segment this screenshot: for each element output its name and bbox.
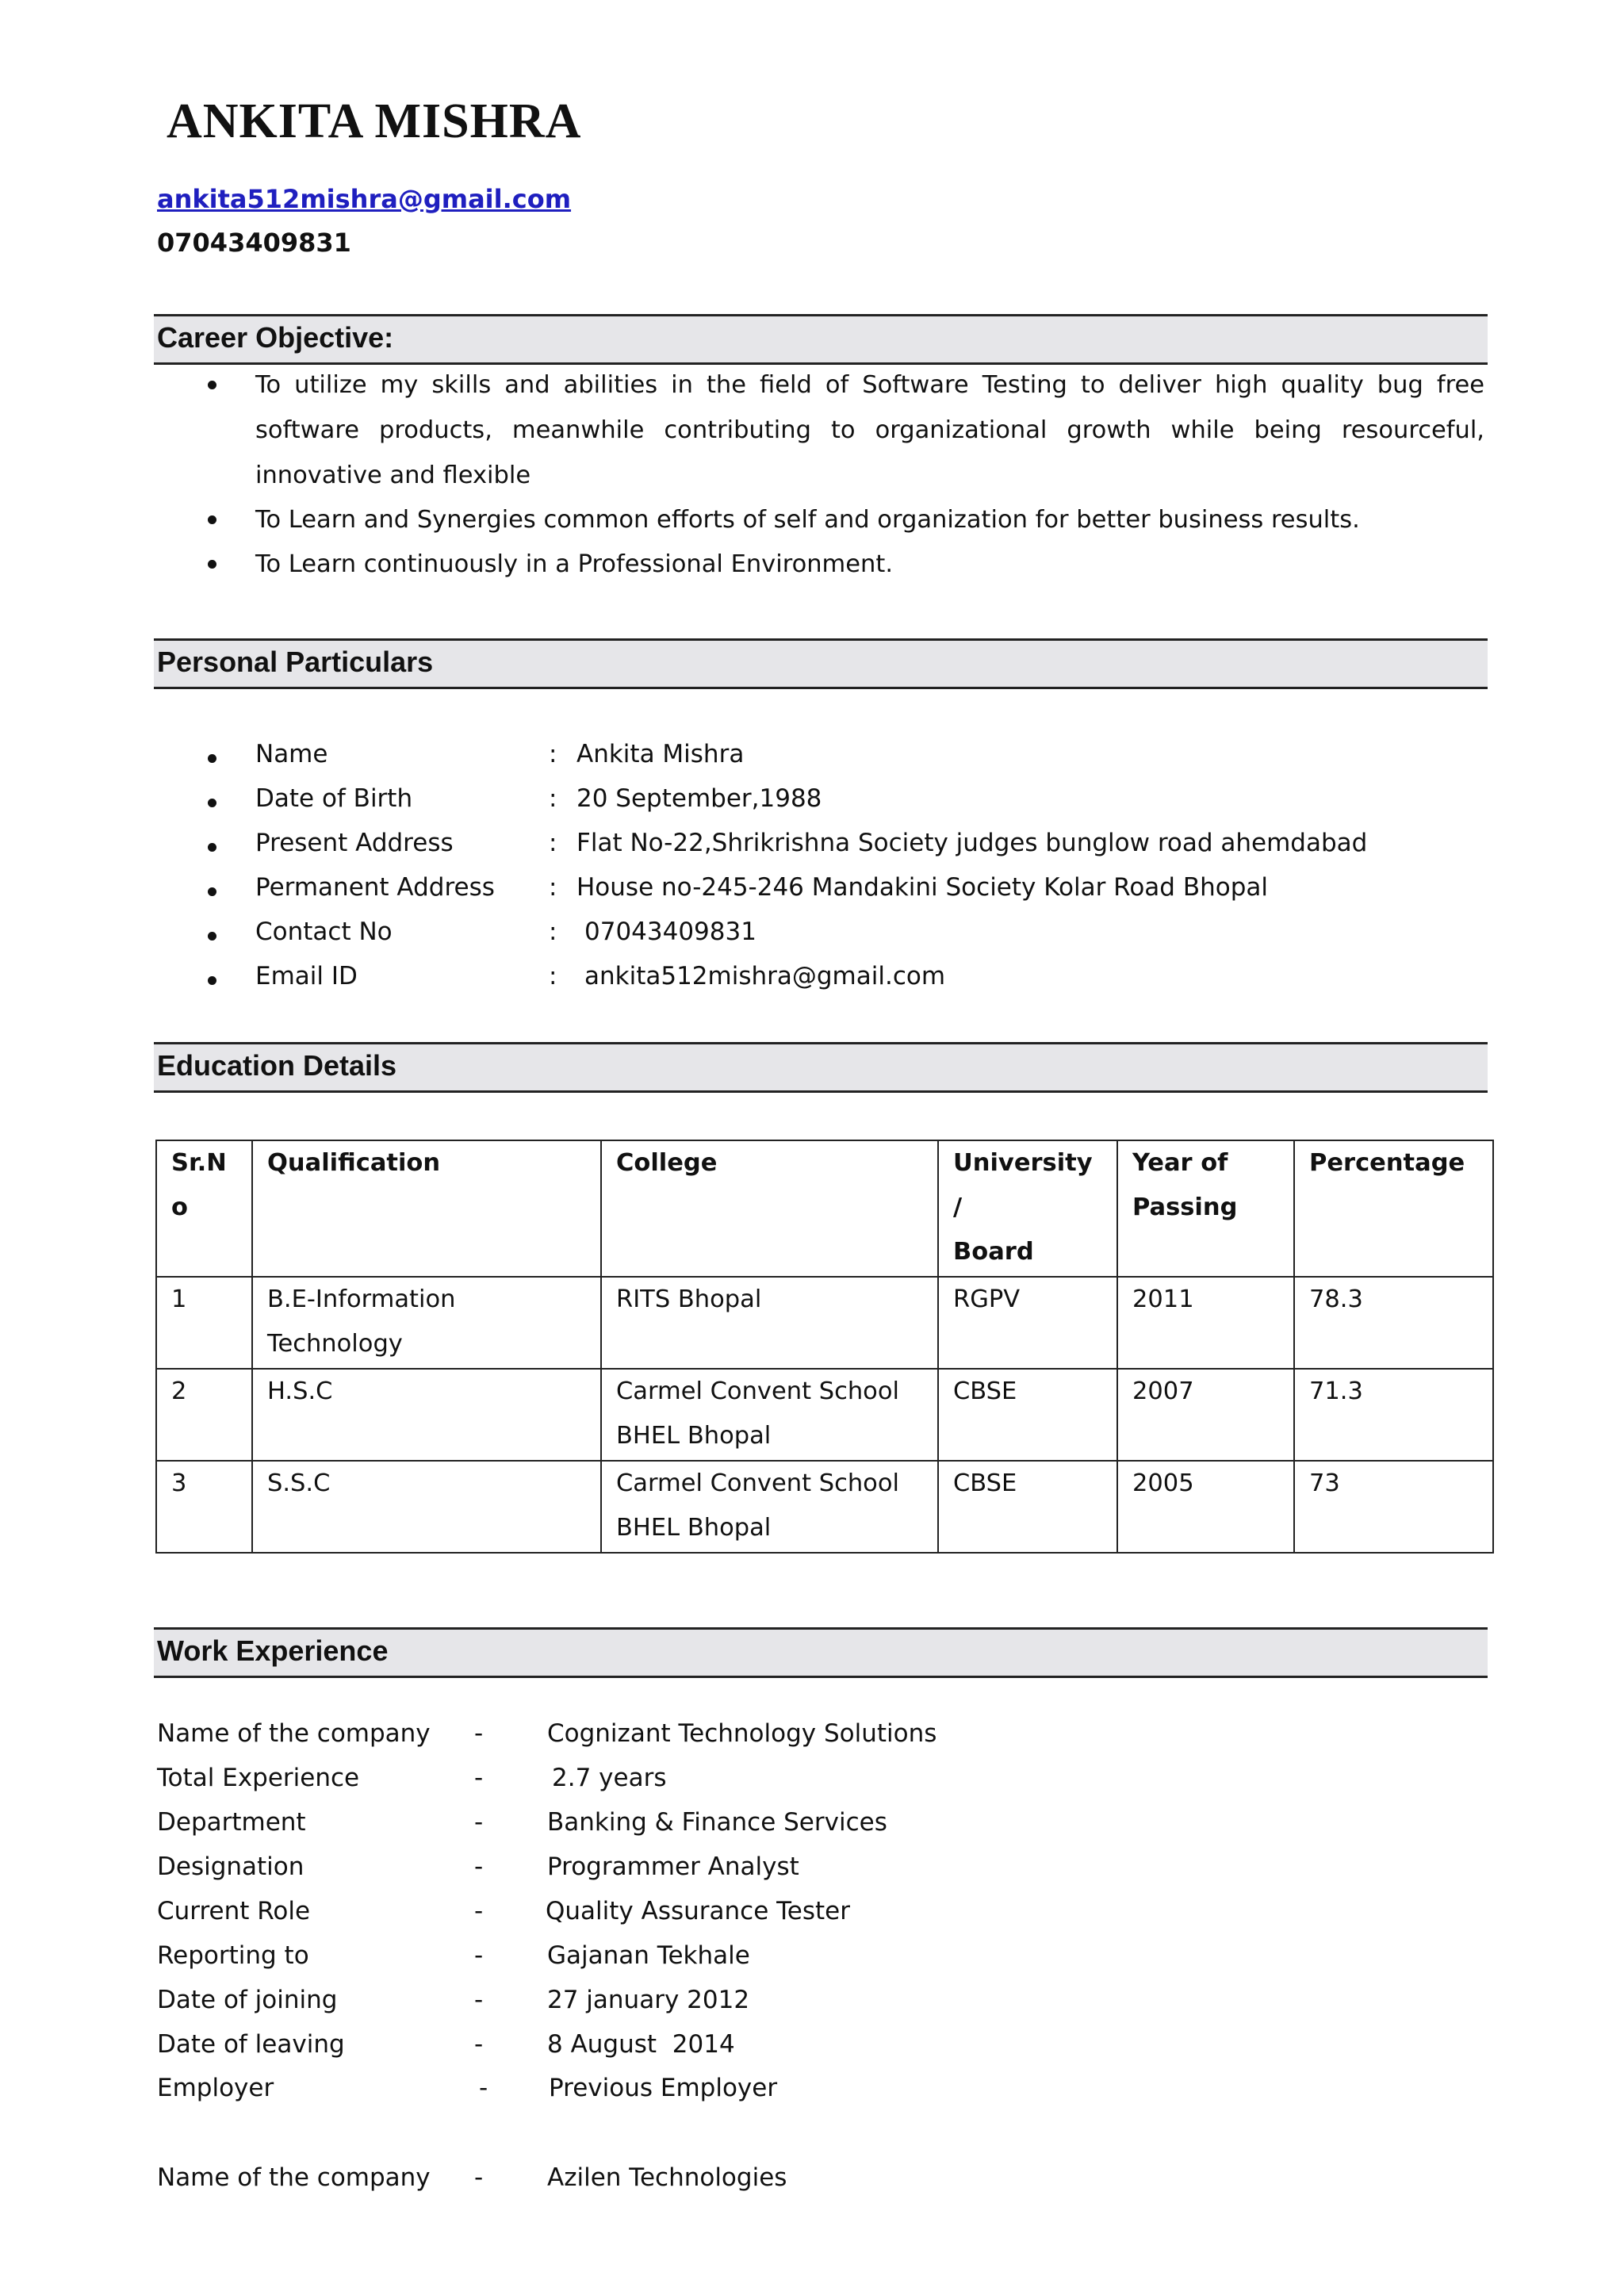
we-label: Name of the company xyxy=(157,2163,431,2192)
we-value: 27 january 2012 xyxy=(547,1986,750,2014)
pp-label: Permanent Address xyxy=(255,873,495,902)
pp-label: Date of Birth xyxy=(255,784,413,813)
table-row xyxy=(156,1369,1493,1461)
cell-university: CBSE xyxy=(938,1369,1117,1461)
email-link[interactable]: ankita512mishra@gmail.com xyxy=(157,184,572,214)
bullet-icon xyxy=(208,932,216,941)
pp-label: Email ID xyxy=(255,962,358,990)
we-label: Designation xyxy=(157,1852,304,1881)
we-label: Total Experience xyxy=(157,1764,360,1792)
we-value: Azilen Technologies xyxy=(547,2163,787,2192)
bullet-icon xyxy=(208,515,216,524)
we-dash: - xyxy=(474,1941,484,1970)
objective-item: To Learn continuously in a Professional Environment. xyxy=(255,550,894,578)
pp-colon: : xyxy=(549,962,557,990)
we-value: Previous Employer xyxy=(549,2074,778,2102)
we-value: Banking & Finance Services xyxy=(547,1808,887,1837)
bullet-icon xyxy=(208,843,216,852)
col-header-college: College xyxy=(601,1140,938,1277)
we-value: Quality Assurance Tester xyxy=(546,1897,851,1925)
we-value: 8 August 2014 xyxy=(547,2030,735,2059)
education-table xyxy=(155,1140,1494,1554)
section-title: Education Details xyxy=(157,1049,397,1082)
objective-item: To utilize my skills and abilities in the field of Software Testing to deliver high quality bug free software products, meanwhile contributing to organizational growth while being resourceful, innovative and flexible xyxy=(255,371,1484,489)
we-dash: - xyxy=(474,2030,484,2059)
cell-srno: 1 xyxy=(156,1277,252,1369)
pp-colon: : xyxy=(549,784,557,813)
cell-year: 2005 xyxy=(1117,1461,1294,1553)
we-dash: - xyxy=(474,1719,484,1748)
cell-srno: 2 xyxy=(156,1369,252,1461)
pp-label: Present Address xyxy=(255,829,454,857)
we-label: Date of joining xyxy=(157,1986,338,2014)
we-value: Cognizant Technology Solutions xyxy=(547,1719,937,1748)
bullet-icon xyxy=(208,560,216,569)
cell-year: 2007 xyxy=(1117,1369,1294,1461)
cell-college: Carmel Convent School BHEL Bhopal xyxy=(601,1369,938,1461)
pp-value: Ankita Mishra xyxy=(576,740,745,768)
bullet-icon xyxy=(208,381,216,389)
we-label: Date of leaving xyxy=(157,2030,345,2059)
we-value: Gajanan Tekhale xyxy=(547,1941,750,1970)
pp-value: 20 September,1988 xyxy=(576,784,822,813)
cell-college: RITS Bhopal xyxy=(601,1277,938,1369)
we-label: Current Role xyxy=(157,1897,311,1925)
bullet-icon xyxy=(208,887,216,896)
col-header-university: University / Board xyxy=(938,1140,1117,1277)
cell-percentage: 73 xyxy=(1294,1461,1493,1553)
cell-university: RGPV xyxy=(938,1277,1117,1369)
pp-colon: : xyxy=(549,918,557,946)
cell-qualification: H.S.C xyxy=(252,1369,601,1461)
pp-colon: : xyxy=(549,829,557,857)
we-dash: - xyxy=(479,2074,488,2102)
bullet-icon xyxy=(208,754,216,763)
we-dash: - xyxy=(474,1852,484,1881)
we-dash: - xyxy=(474,1808,484,1837)
cell-percentage: 78.3 xyxy=(1294,1277,1493,1369)
cell-university: CBSE xyxy=(938,1461,1117,1553)
table-row xyxy=(156,1461,1493,1553)
section-title: Personal Particulars xyxy=(157,646,434,678)
cell-college: Carmel Convent School BHEL Bhopal xyxy=(601,1461,938,1553)
personal-particulars-header xyxy=(154,638,1488,689)
table-header-row xyxy=(156,1140,1493,1277)
we-label: Department xyxy=(157,1808,306,1837)
candidate-name: ANKITA MISHRA xyxy=(167,94,582,148)
pp-label: Contact No xyxy=(255,918,393,946)
pp-value: 07043409831 xyxy=(584,918,756,946)
we-label: Employer xyxy=(157,2074,274,2102)
cell-qualification: B.E-Information Technology xyxy=(252,1277,601,1369)
pp-value: ankita512mishra@gmail.com xyxy=(584,962,946,990)
col-header-srno: Sr.N o xyxy=(156,1140,252,1277)
col-header-year: Year of Passing xyxy=(1117,1140,1294,1277)
cell-qualification: S.S.C xyxy=(252,1461,601,1553)
cell-percentage: 71.3 xyxy=(1294,1369,1493,1461)
pp-value: Flat No-22,Shrikrishna Society judges bunglow road ahemdabad xyxy=(576,829,1368,857)
col-header-percentage: Percentage xyxy=(1294,1140,1493,1277)
work-experience-header xyxy=(154,1627,1488,1678)
we-dash: - xyxy=(474,1897,484,1925)
pp-colon: : xyxy=(549,873,557,902)
pp-value: House no-245-246 Mandakini Society Kolar Road Bhopal xyxy=(576,873,1268,902)
we-label: Name of the company xyxy=(157,1719,431,1748)
we-label: Reporting to xyxy=(157,1941,309,1970)
cell-year: 2011 xyxy=(1117,1277,1294,1369)
pp-colon: : xyxy=(549,740,557,768)
we-dash: - xyxy=(474,1764,484,1792)
career-objective-header xyxy=(154,314,1488,365)
section-title: Career Objective: xyxy=(157,321,394,354)
objective-item: To Learn and Synergies common efforts of self and organization for better business results. xyxy=(255,506,1360,534)
pp-label: Name xyxy=(255,740,328,768)
cell-srno: 3 xyxy=(156,1461,252,1553)
phone-number: 07043409831 xyxy=(157,228,351,258)
bullet-icon xyxy=(208,799,216,807)
table-row xyxy=(156,1277,1493,1369)
bullet-icon xyxy=(208,976,216,985)
section-title: Work Experience xyxy=(157,1634,389,1667)
we-dash: - xyxy=(474,2163,484,2192)
col-header-qualification: Qualification xyxy=(252,1140,601,1277)
we-value: Programmer Analyst xyxy=(547,1852,799,1881)
we-value: 2.7 years xyxy=(552,1764,667,1792)
education-details-header xyxy=(154,1042,1488,1093)
we-dash: - xyxy=(474,1986,484,2014)
